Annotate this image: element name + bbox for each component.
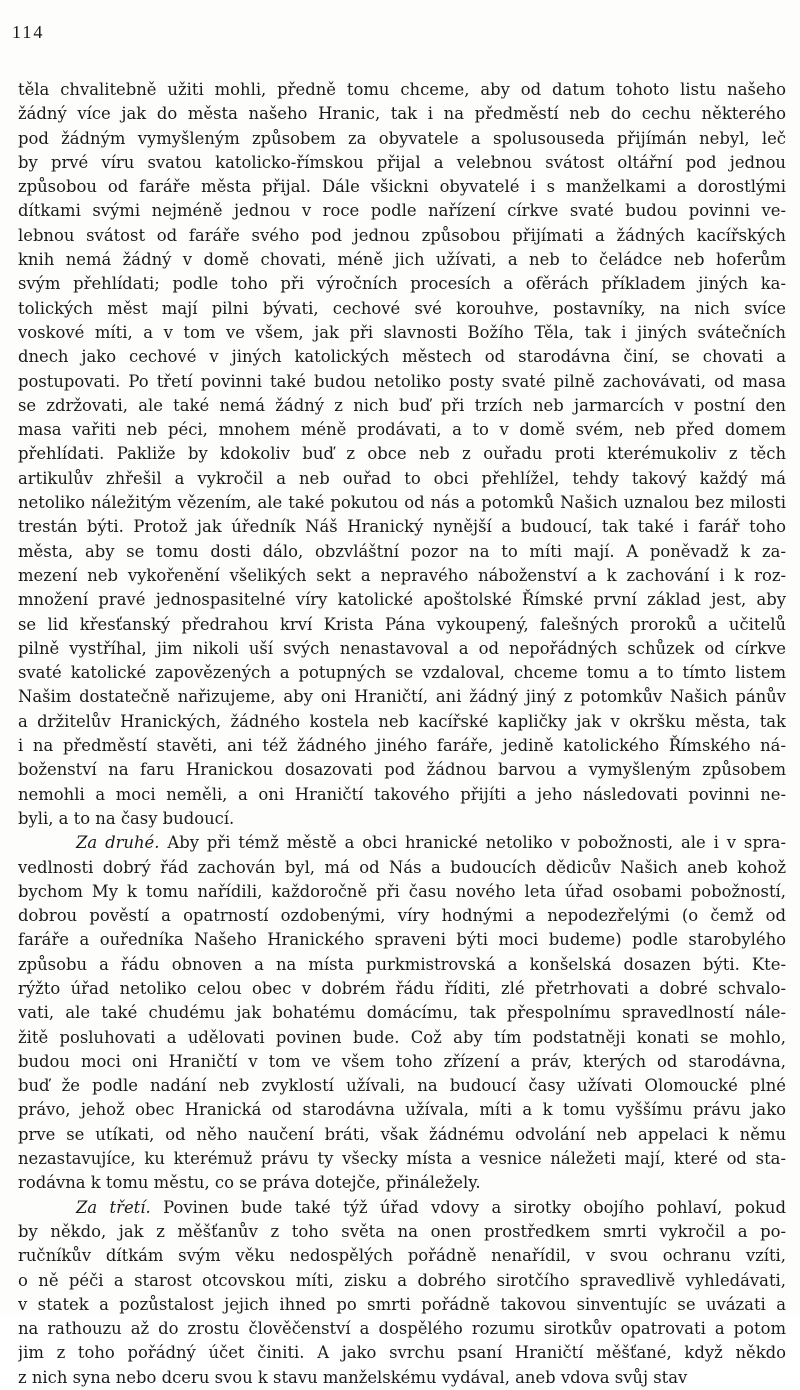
line-text: postupovati. Po třetí povinni také budou netoliko posty svaté pilně zachovávati, od masa xyxy=(18,371,786,391)
text-line xyxy=(18,637,786,661)
line-text: pilně vystříhal, jim nikoli uší svých nenastavoval a od nepořádných schůzek od církve xyxy=(18,638,786,658)
line-text: se zdržovati, ale také nemá žádný z nich buď při trzích neb jarmarcích v postní den xyxy=(18,395,786,415)
text-line xyxy=(18,491,786,515)
text-line xyxy=(18,127,786,151)
text-line xyxy=(18,175,786,199)
line-text: v statek a pozůstalost jejich ihned po smrti pořádně takovou sinventujíc se uvázati a xyxy=(18,1294,786,1314)
text-line xyxy=(18,199,786,223)
text-line xyxy=(18,856,786,880)
line-text: dítkami svými nejméně jednou v roce podle nařízení církve svaté budou povinni ve- xyxy=(18,201,786,221)
line-text: netoliko náležitým vězením, ale také pokutou od nás a potomků Našich uznalou bez milosti xyxy=(18,493,786,513)
line-text: ručníkův dítkám svým věku nedospělých pořádně nenařídil, v svou ochranu vzíti, xyxy=(18,1246,786,1266)
page-number: 114 xyxy=(12,22,45,42)
text-line xyxy=(18,710,786,734)
text-line xyxy=(18,953,786,977)
text-line xyxy=(18,1074,786,1098)
text-line xyxy=(18,807,786,831)
paragraph-lead: Za třetí. xyxy=(76,1197,151,1217)
line-text: trestán býti. Protož jak úředník Náš Hranický nynější a budoucí, tak také i farář toho xyxy=(18,517,786,537)
line-text: byli, a to na časy budoucí. xyxy=(18,808,235,828)
line-text: jim z toho pořádný účet činiti. A jako svrchu psaní Hraničtí měšťané, když někdo xyxy=(18,1343,786,1363)
text-line xyxy=(18,394,786,418)
text-line xyxy=(18,1293,786,1317)
paragraph-lead: Za druhé. xyxy=(76,833,160,853)
line-text: budou moci oni Hraničtí v tom ve všem toho zřízení a práv, kterých od starodávna, xyxy=(18,1051,786,1071)
text-line xyxy=(18,321,786,345)
text-line xyxy=(18,1317,786,1341)
text-line xyxy=(18,685,786,709)
text-line xyxy=(18,613,786,637)
text-line xyxy=(18,1026,786,1050)
line-text: Povinen bude také týž úřad vdovy a sirotky obojího pohlaví, pokud xyxy=(150,1197,786,1217)
text-line xyxy=(18,1196,786,1220)
line-text: mezení neb vykořenění všelikých sekt a nepravého náboženství a k zachování i k roz- xyxy=(18,565,786,585)
text-line xyxy=(18,1123,786,1147)
line-text: voskové míti, a v tom ve všem, jak při slavnosti Božího Těla, tak i jiných svátečních xyxy=(18,322,786,342)
text-line xyxy=(18,151,786,175)
line-text: svým přehlídati; podle toho při výročních procesích a ofěrách příkladem jiných ka- xyxy=(18,274,786,294)
line-text: faráře a ouředníka Našeho Hranického spraveni býti moci budeme) podle starobylého xyxy=(18,930,786,950)
text-line xyxy=(18,831,786,855)
line-text: dnech jako cechové v jiných katolických městech od starodávna činí, se chovati a xyxy=(18,347,786,367)
line-text: tolických měst mají pilni bývati, cechové své korouhve, postavníky, na nich svíce xyxy=(18,298,786,318)
text-line xyxy=(18,1050,786,1074)
line-text: žitě posluhovati a udělovati povinen bude. Což aby tím podstatněji konati se mohlo, xyxy=(18,1027,786,1047)
text-line xyxy=(18,1220,786,1244)
line-text: i na předměstí stavěti, ani též žádného jiného faráře, jedině katolického Římského ná- xyxy=(18,736,786,756)
line-text: žádný více jak do města našeho Hranic, tak i na předměstí neb do cechu některého xyxy=(18,104,786,124)
line-text: způsobou od faráře města přijal. Dále všickni obyvatelé i s manželkami a dorostlými xyxy=(18,177,786,197)
text-line xyxy=(18,661,786,685)
line-text: se lid křesťanský předrahou krví Krista Pána vykoupený, falešných proroků a učitelů xyxy=(18,614,786,634)
line-text: právo, jehož obec Hranická od starodávna užívala, míti a k tomu vyššímu právu jako xyxy=(18,1100,786,1120)
line-text: buď že podle nadání neb zvyklostí užívali, na budoucí časy užívati Olomoucké plné xyxy=(18,1076,786,1096)
line-text: boženství na faru Hranickou dosazovati pod žádnou barvou a vymyšleným způsobem xyxy=(18,760,786,780)
line-text: lebnou svátost od faráře svého pod jednou způsobou přijímati a žádných kacířských xyxy=(18,225,786,245)
line-text: masa vařiti neb péci, mnohem méně prodávati, a to v domě svém, neb před domem xyxy=(18,420,786,440)
line-text: o ně péči a starost otcovskou míti, zisku a dobrého sirotčího spravedlivě vyhledávati, xyxy=(18,1270,786,1290)
line-text: na rathouzu až do zrostu člověčenství a dospělého rozumu sirotkův opatrovati a potom xyxy=(18,1319,786,1339)
line-text: těla chvalitebně užiti mohli, předně tomu chceme, aby od datum tohoto listu našeho xyxy=(18,80,786,99)
text-line xyxy=(18,904,786,928)
text-line xyxy=(18,272,786,296)
line-text: z nich syna nebo dceru svou k stavu manželskému vydával, aneb vdova svůj stav xyxy=(18,1367,688,1387)
text-line xyxy=(18,1098,786,1122)
line-text: Aby při témž městě a obci hranické netoliko v pobožnosti, ale i v spra- xyxy=(159,833,786,853)
text-line xyxy=(18,418,786,442)
text-line xyxy=(18,880,786,904)
line-text: množení pravé jednospasitelné víry katolické apoštolské Římské první základ jest, aby xyxy=(18,590,786,610)
text-line xyxy=(18,1171,786,1195)
line-text: artikulův zhřešil a vykročil a neb ouřad to obci přehlížel, tehdy takový každý má xyxy=(18,468,786,488)
line-text: by prvé víru svatou katolicko-římskou přijal a velebnou svátost oltářní pod jednou xyxy=(18,152,786,172)
line-text: knih nemá žádný v domě chovati, méně jich užívati, a neb to čeládce neb hoferům xyxy=(18,250,786,270)
text-line xyxy=(18,515,786,539)
text-line xyxy=(18,345,786,369)
line-text: přehlídati. Pakliže by kdokoliv buď z obce neb z ouřadu proti kterémukoliv z těch xyxy=(18,444,786,464)
text-line xyxy=(18,442,786,466)
line-text: nemohli a moci neměli, a oni Hraničtí takového přijíti a jeho následovati povinni ne- xyxy=(18,784,786,804)
text-line xyxy=(18,1341,786,1365)
text-line xyxy=(18,540,786,564)
text-line xyxy=(18,734,786,758)
text-line xyxy=(18,370,786,394)
line-text: nezastavujíce, ku kterémuž právu ty všecky místa a vesnice náležeti mají, které od sta- xyxy=(18,1149,786,1169)
line-text: svaté katolické zapovězených a potupných se vzdaloval, chceme tomu a to tímto listem xyxy=(18,663,786,683)
text-line xyxy=(18,1269,786,1293)
text-line xyxy=(18,297,786,321)
text-line xyxy=(18,1147,786,1171)
text-line xyxy=(18,248,786,272)
text-line xyxy=(18,467,786,491)
line-text: rýžto úřad netoliko celou obec v dobrém řádu říditi, zlé přetrhovati a dobré schvalo- xyxy=(18,978,786,998)
text-line xyxy=(18,564,786,588)
line-text: Našim dostatečně nařizujeme, aby oni Hraničtí, ani žádný jiný z potomkův Našich pánův xyxy=(18,687,786,707)
line-text: způsobu a řádu obnoven a na místa purkmistrovská a konšelská dosazen býti. Kte- xyxy=(18,954,786,974)
line-text: rodávna k tomu městu, co se práva dotejče, přináležely. xyxy=(18,1173,481,1193)
line-text: vati, ale také chudému jak bohatému domácímu, tak přespolnímu spravedlností nále- xyxy=(18,1003,786,1023)
text-line xyxy=(18,928,786,952)
text-line xyxy=(18,224,786,248)
line-text: prve se utíkati, od něho naučení bráti, však žádnému odvolání neb appelaci k němu xyxy=(18,1124,786,1144)
line-text: dobrou pověstí a opatrností ozdobenými, víry hodnými a nepodezřelými (o čemž od xyxy=(18,906,786,926)
text-line xyxy=(18,977,786,1001)
line-text: by někdo, jak z měšťanův z toho světa na onen prostředkem smrti vykročil a po- xyxy=(18,1221,786,1241)
line-text: a držitelův Hranických, žádného kostela neb kacířské kapličky jak v okršku města, tak xyxy=(18,711,786,731)
line-text: bychom My k tomu nařídili, každoročně při času nového leta úřad osobami pobožností, xyxy=(18,881,786,901)
text-line xyxy=(18,1244,786,1268)
line-text: pod žádným vymyšleným způsobem za obyvatele a spolusouseda přijímán nebyl, leč xyxy=(18,128,786,148)
text-line xyxy=(18,588,786,612)
body-text xyxy=(18,78,786,1390)
text-line xyxy=(18,1001,786,1025)
text-line xyxy=(18,78,786,102)
text-line xyxy=(18,758,786,782)
line-text: vedlnosti dobrý řád zachován byl, má od Nás a budoucích dědicův Našich aneb kohož xyxy=(18,857,786,877)
line-text: města, aby se tomu dosti dálo, obzvláštní pozor na to míti mají. A poněvadž k za- xyxy=(18,541,786,561)
text-line xyxy=(18,783,786,807)
text-line xyxy=(18,102,786,126)
text-line xyxy=(18,1366,786,1390)
